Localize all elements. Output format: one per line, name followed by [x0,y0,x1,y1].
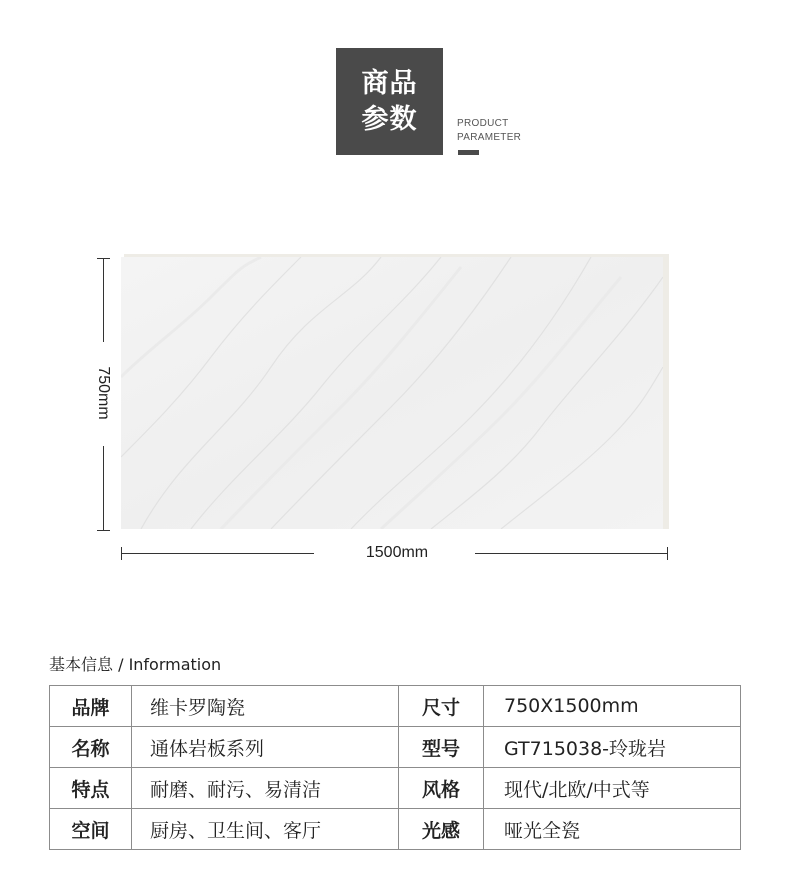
table-row [50,809,741,850]
section-subtitle-line1: PRODUCT [457,118,509,129]
width-dimension-label: 1500mm [365,544,429,561]
spec-value-model: GT715038-玲珑岩 [484,727,741,768]
spec-value-name: 通体岩板系列 [132,727,399,768]
table-row [50,727,741,768]
subtitle-accent-bar [458,150,479,155]
spec-value-size: 750X1500mm [484,686,741,727]
spec-value-style: 现代/北欧/中式等 [484,768,741,809]
spec-value-space: 厨房、卫生间、客厅 [132,809,399,850]
spec-key-space: 空间 [50,809,132,850]
height-dimension-line-top [103,258,104,342]
spec-table [49,685,741,850]
marble-tile-image [121,257,663,529]
spec-value-brand: 维卡罗陶瓷 [132,686,399,727]
width-dimension-line-left [121,553,314,554]
height-dimension-line-bottom [103,446,104,530]
spec-value-features: 耐磨、耐污、易清洁 [132,768,399,809]
section-subtitle-line2: PARAMETER [457,132,522,143]
spec-key-finish: 光感 [399,809,484,850]
spec-key-model: 型号 [399,727,484,768]
spec-key-size: 尺寸 [399,686,484,727]
height-dimension-cap-bottom [97,530,110,531]
section-title-line1: 商品 [361,67,418,99]
section-title-line2: 参数 [361,103,418,135]
info-section-title: 基本信息 / Information [49,655,222,674]
spec-key-name: 名称 [50,727,132,768]
width-dimension-line-right [475,553,668,554]
width-dimension-cap-right [667,547,668,560]
spec-key-brand: 品牌 [50,686,132,727]
table-row [50,768,741,809]
spec-value-finish: 哑光全瓷 [484,809,741,850]
section-subtitle [457,117,521,145]
height-dimension-label: 750mm [95,366,112,420]
table-row [50,686,741,727]
section-title-badge [336,48,443,155]
spec-key-style: 风格 [399,768,484,809]
spec-key-features: 特点 [50,768,132,809]
